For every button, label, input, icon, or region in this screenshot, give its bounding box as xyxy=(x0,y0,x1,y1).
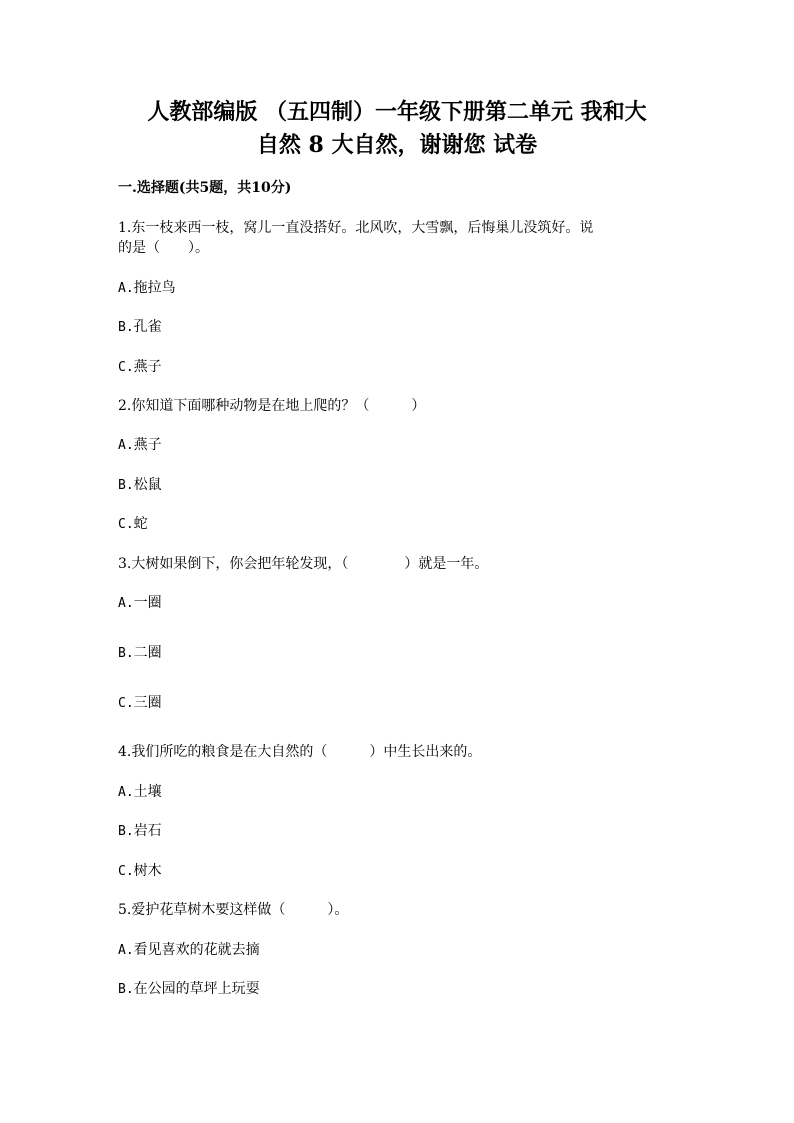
question-2-text: 2.你知道下面哪种动物是在地上爬的？（ ） xyxy=(118,398,426,414)
page-title-line-2: 自然 8 大自然，谢谢您 试卷 xyxy=(256,132,538,158)
option-letter: A. xyxy=(118,281,134,296)
option-text: 燕子 xyxy=(133,437,162,453)
option-letter: A. xyxy=(118,943,134,958)
question-1-text-line-1: 1.东一枝来西一枝，窝儿一直没搭好。北风吹，大雪飘，后悔巢儿没筑好。说 xyxy=(118,220,594,236)
question-3-option-a xyxy=(118,593,162,614)
option-text: 在公园的草坪上玩耍 xyxy=(133,981,260,997)
question-2-option-c xyxy=(118,514,148,535)
question-5-text: 5.爱护花草树木要这样做（ ）。 xyxy=(118,902,349,918)
question-4-option-c xyxy=(118,861,162,882)
option-letter: A. xyxy=(118,438,134,453)
question-3-option-c xyxy=(118,693,162,714)
option-text: 三圈 xyxy=(133,695,162,711)
option-text: 拖拉鸟 xyxy=(133,280,176,296)
option-letter: C. xyxy=(118,864,134,879)
question-3-text: 3.大树如果倒下，你会把年轮发现，（ ）就是一年。 xyxy=(118,556,489,572)
option-letter: A. xyxy=(118,596,134,611)
option-text: 岩石 xyxy=(133,823,162,839)
option-letter: B. xyxy=(118,478,134,493)
question-5-option-b xyxy=(118,979,260,1000)
option-text: 树木 xyxy=(133,863,162,879)
option-text: 看见喜欢的花就去摘 xyxy=(133,942,260,958)
option-text: 孔雀 xyxy=(133,319,162,335)
section-heading: 一.选择题(共5题，共10分) xyxy=(118,180,292,196)
question-1-option-c xyxy=(118,357,162,378)
option-text: 松鼠 xyxy=(133,477,162,493)
option-letter: C. xyxy=(118,696,134,711)
option-letter: C. xyxy=(118,360,134,375)
option-text: 一圈 xyxy=(133,595,162,611)
option-text: 燕子 xyxy=(133,359,162,375)
question-4-option-a xyxy=(118,782,162,803)
question-3-option-b xyxy=(118,643,162,664)
option-text: 二圈 xyxy=(133,645,162,661)
option-text: 土壤 xyxy=(133,784,162,800)
question-2-option-a xyxy=(118,435,162,456)
option-letter: A. xyxy=(118,785,134,800)
question-2-option-b xyxy=(118,475,162,496)
option-letter: C. xyxy=(118,517,134,532)
question-1-option-a xyxy=(118,278,176,299)
option-letter: B. xyxy=(118,320,134,335)
option-letter: B. xyxy=(118,982,134,997)
question-4-option-b xyxy=(118,821,162,842)
question-1-text-line-2: 的是（ ）。 xyxy=(118,240,209,256)
option-letter: B. xyxy=(118,824,134,839)
question-4-text: 4.我们所吃的粮食是在大自然的（ ）中生长出来的。 xyxy=(118,744,482,760)
option-letter: B. xyxy=(118,646,134,661)
option-text: 蛇 xyxy=(133,516,148,532)
question-1-option-b xyxy=(118,317,162,338)
page-title-line-1: 人教部编版 （五四制）一年级下册第二单元 我和大 xyxy=(147,99,647,125)
question-5-option-a xyxy=(118,940,260,961)
